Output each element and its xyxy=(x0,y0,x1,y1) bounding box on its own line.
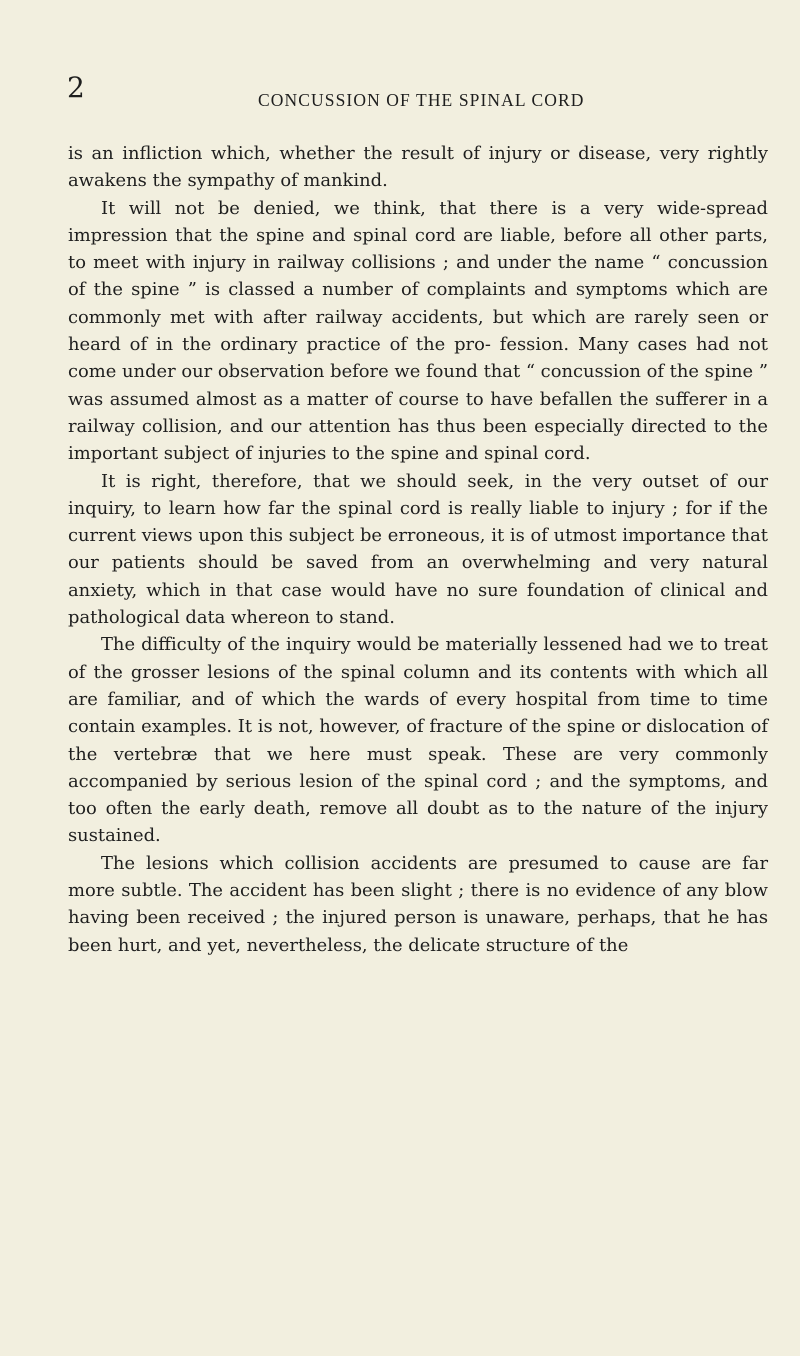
paragraph: It is right, therefore, that we should seek, in the very outset of our inquiry, to learn how far the spinal cord is really liable to injury ; for if the current views upon this subject be erroneous, it is of utmost importance that our patients should be saved from an overwhelming and very natural anxiety, which in that case would have no sure foundation of clinical and pathological data whereon to stand. xyxy=(68,470,768,629)
body-text xyxy=(68,140,768,959)
paragraph: is an infliction which, whether the result of injury or disease, very rightly awakens the sympathy of mankind. xyxy=(68,143,768,192)
paragraph: The difficulty of the inquiry would be materially lessened had we to treat of the grosser lesions of the spinal column and its contents with which all are familiar, and of which the wards of every hospital from time to time contain examples. It is not, however, of fracture of the spine or dislocation of the vertebræ that we here must speak. These are very commonly accompanied by serious lesion of the spinal cord ; and the symptoms, and too often the early death, remove all doubt as to the nature of the injury sustained. xyxy=(68,634,768,847)
paragraph: It will not be denied, we think, that there is a very wide-spread impression that the spine and spinal cord are liable, before all other parts, to meet with injury in railway collisions ; and under the name “ concussion of the spine ” is classed a number of complaints and symptoms which are commonly met with after railway accidents, but which are rarely seen or heard of in the ordinary practice of the pro- fession. Many cases had not come under our observation before we found that “ concussion of the spine ” was assumed almost as a matter of course to have befallen the sufferer in a railway collision, and our attention has thus been especially directed to the important subject of injuries to the spine and spinal cord. xyxy=(68,197,768,465)
page-number: 2 xyxy=(67,71,85,104)
running-head: CONCUSSION OF THE SPINAL CORD xyxy=(258,90,585,110)
paragraph: The lesions which collision accidents are presumed to cause are far more subtle. The accident has been slight ; there is no evidence of any blow having been received ; the injured person is unaware, perhaps, that he has been hurt, and yet, nevertheless, the delicate structure of the xyxy=(68,852,768,956)
